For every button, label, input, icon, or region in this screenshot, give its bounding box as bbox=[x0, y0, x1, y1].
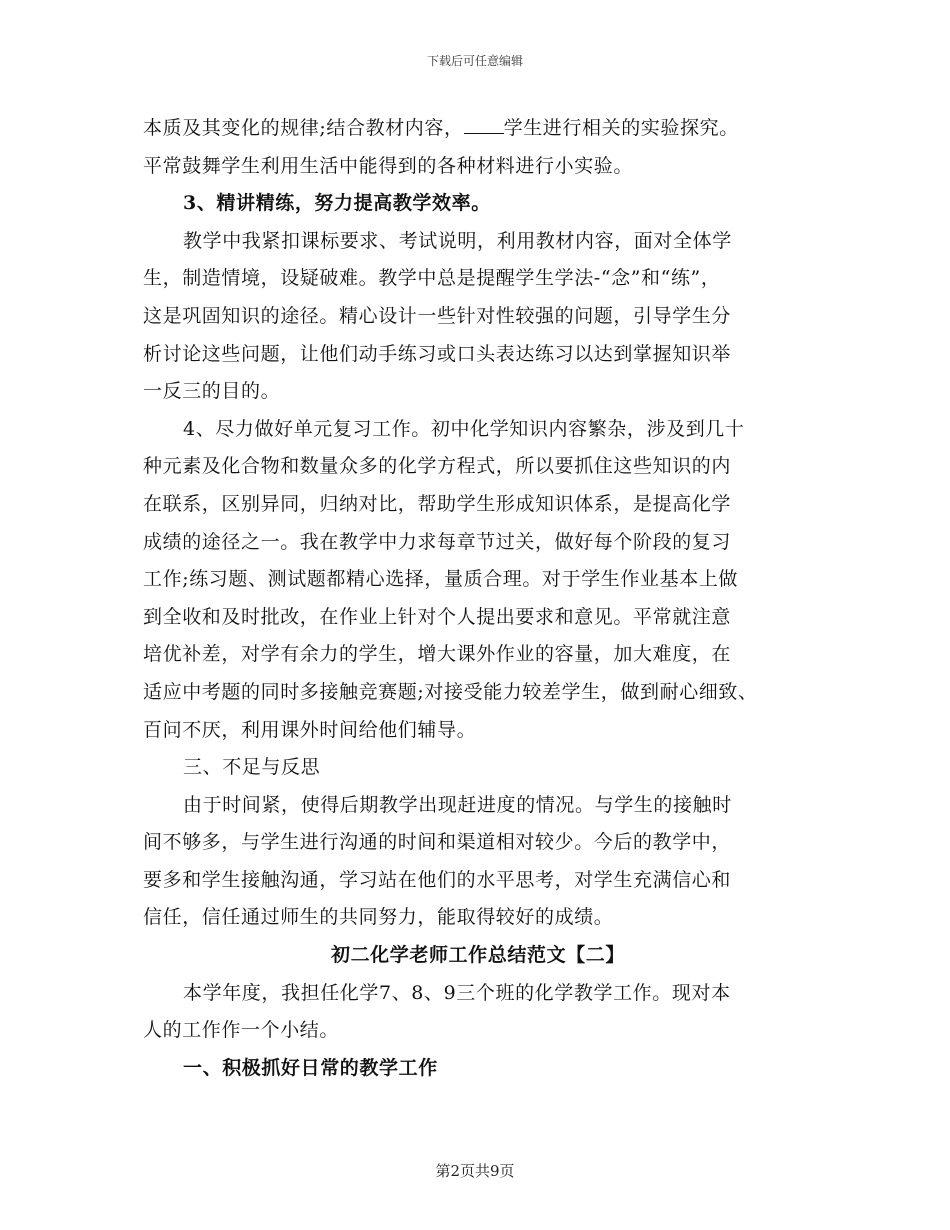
paragraph-line: 适应中考题的同时多接触竞赛题;对接受能力较差学生，做到耐心细致、 bbox=[143, 680, 758, 703]
fill-in-blank bbox=[464, 113, 504, 134]
article-title: 初二化学老师工作总结范文【二】 bbox=[330, 944, 625, 967]
text-segment: 学生进行相关的实验探究。 bbox=[503, 117, 739, 139]
paragraph-line: 平常鼓舞学生利用生活中能得到的各种材料进行小实验。 bbox=[143, 154, 634, 177]
paragraph-line: 一反三的目的。 bbox=[143, 380, 281, 403]
paragraph-line: 由于时间紧，使得后期教学出现赶进度的情况。与学生的接触时 bbox=[183, 793, 732, 816]
paragraph-line: 教学中我紧扣课标要求、考试说明，利用教材内容，面对全体学 bbox=[183, 229, 732, 252]
paragraph-line: 百问不厌，利用课外时间给他们辅导。 bbox=[143, 718, 477, 741]
paragraph-line: 本学年度，我担任化学7、8、9三个班的化学教学工作。现对本 bbox=[183, 981, 731, 1004]
paragraph-line: 种元素及化合物和数量众多的化学方程式，所以要抓住这些知识的内 bbox=[143, 455, 732, 478]
paragraph-line: 这是巩固知识的途径。精心设计一些针对性较强的问题，引导学生分 bbox=[143, 304, 732, 327]
section-heading: 一、积极抓好日常的教学工作 bbox=[183, 1056, 438, 1079]
paragraph-line: 在联系，区别异同，归纳对比，帮助学生形成知识体系，是提高化学 bbox=[143, 492, 732, 515]
paragraph-line: 人的工作作一个小结。 bbox=[143, 1019, 340, 1042]
paragraph-line: 工作;练习题、测试题都精心选择，量质合理。对于学生作业基本上做 bbox=[143, 568, 739, 591]
page-header-note: 下载后可任意编辑 bbox=[426, 54, 523, 68]
section-heading: 三、不足与反思 bbox=[183, 756, 321, 779]
text-segment: 本质及其变化的规律;结合教材内容， bbox=[143, 117, 464, 139]
paragraph-line: 信任，信任通过师生的共同努力，能取得较好的成绩。 bbox=[143, 906, 614, 929]
paragraph-line: 成绩的途径之一。我在教学中力求每章节过关，做好每个阶段的复习 bbox=[143, 530, 732, 553]
paragraph-line: 要多和学生接触沟通，学习站在他们的水平思考，对学生充满信心和 bbox=[143, 868, 732, 891]
paragraph-line: 培优补差，对学有余力的学生，增大课外作业的容量，加大难度，在 bbox=[143, 643, 732, 666]
paragraph-line: 4、尽力做好单元复习工作。初中化学知识内容繁杂，涉及到几十 bbox=[183, 417, 745, 440]
paragraph-line bbox=[143, 110, 813, 148]
paragraph-line: 生，制造情境，设疑破难。教学中总是提醒学生学法-“念”和“练”， bbox=[143, 267, 721, 290]
document-body bbox=[143, 110, 813, 1087]
paragraph-line: 析讨论这些问题，让他们动手练习或口头表达练习以达到掌握知识举 bbox=[143, 342, 732, 365]
page-footer-number: 第2页共9页 bbox=[435, 1162, 515, 1180]
paragraph-line: 间不够多，与学生进行沟通的时间和渠道相对较少。今后的教学中， bbox=[143, 831, 732, 854]
section-heading: 3、精讲精练，努力提高教学效率。 bbox=[183, 192, 491, 215]
paragraph-line: 到全收和及时批改，在作业上针对个人提出要求和意见。平常就注意 bbox=[143, 605, 732, 628]
